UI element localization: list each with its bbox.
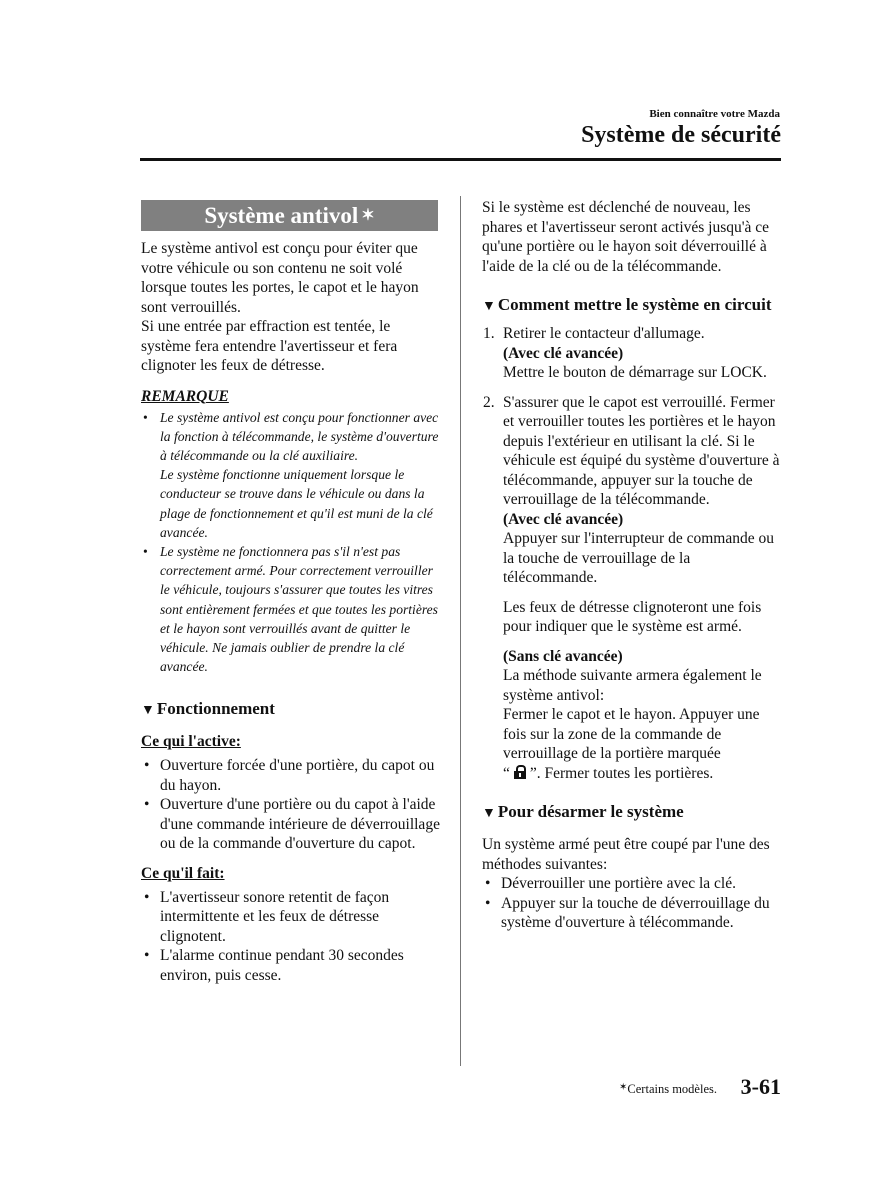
arm-steps [482,324,782,783]
list-item [141,888,441,947]
header-rule [140,158,781,161]
list-item [141,756,441,795]
note-text-2: Le système fonctionne uniquement lorsque le conducteur se trouve dans le véhicule ou dans la plage de fonctionnement et qu'il est muni de la clé avancée. [160,467,433,540]
chapter-title: Bien connaître votre Mazda [649,108,780,120]
bullet-icon: • [143,409,148,425]
section-title: Système de sécurité [581,122,781,148]
list-item-text: Ouverture forcée d'une portière, du capot ou du hayon. [160,757,435,794]
page-number: 3-61 [740,1074,781,1099]
step-item [482,393,782,784]
activates-heading: Ce qui l'active: [141,733,241,751]
step-number: 1. [483,325,495,342]
arm-heading [482,294,782,318]
list-item-text: Déverrouiller une portière avec la clé. [501,875,736,892]
list-item-text: L'avertisseur sonore retentit de façon intermittente et les feux de détresse clignotent. [160,888,390,945]
retrigger-paragraph: Si le système est déclenché de nouveau, les phares et l'avertisseur seront activés jusqu'à ce qu'une portière ou le hayon soit déverrouillé à l'aide de la clé ou de la télécommande. [482,199,770,275]
bullet-icon: • [144,757,150,775]
step-subtext: Mettre le bouton de démarrage sur LOCK. [503,364,767,381]
note-text: Le système ne fonctionnera pas s'il n'est pas correctement armé. Pour correctement verrouiller le véhicule, toujours s'assurer que toutes les vitres sont entièrement fermées et que toutes les portières et le hayon sont verrouillés avant de quitter le véhicule. Ne jamais oublier de prendre la clé avancée. [160,543,438,675]
antitheft-title-box [141,200,438,231]
footer-note-text: Certains modèles. [627,1082,717,1096]
step-subtext-2b [503,705,782,783]
step-subheading-2: (Sans clé avancée) [503,647,623,665]
list-item-text: L'alarme continue pendant 30 secondes environ, puis cesse. [160,947,404,984]
note-heading: REMARQUE [141,387,229,405]
step-subtext: Appuyer sur l'interrupteur de commande ou la touche de verrouillage de la télécommande. [503,530,774,586]
does-heading: Ce qu'il fait: [141,864,225,882]
step-subtext-2b-text: Fermer le capot et le hayon. Appuyer une fois sur la zone de la commande de verrouillage de la portière marquée [503,706,760,762]
step-subtext-2a: La méthode suivante armera également le système antivol: [503,667,762,704]
triangle-icon: ▼ [141,703,155,719]
bullet-icon: • [144,796,150,814]
disarm-heading-text: Pour désarmer le système [497,802,684,821]
list-item-text: Ouverture d'une portière ou du capot à l'aide d'une commande intérieure de déverrouillage ou de la commande d'ouverture du capot. [160,796,440,853]
intro-paragraph-1: Le système antivol est conçu pour éviter que votre véhicule ou son contenu ne soit volé lorsque toutes les portes, le capot et le hayon sont verrouillés. [141,240,419,316]
triangle-icon: ▼ [482,299,496,314]
step-item [482,324,782,383]
note-list [141,408,441,677]
arm-heading-text: Comment mettre le système en circuit [497,295,772,314]
list-item [482,894,782,933]
operation-heading-text: Fonctionnement [156,699,275,719]
activates-list [141,756,441,854]
step-number: 2. [483,393,495,411]
column-divider [460,196,461,1066]
asterisk-mark: ✶ [361,207,375,224]
step-text: S'assurer que le capot est verrouillé. Fermer et verrouiller toutes les portières et le hayon depuis l'extérieur en utilisant la clé. Si le véhicule est équipé du système d'ouverture à télécommande, appuyer sur la touche de verrouillage de la télécommande. [503,393,780,508]
step-text: Retirer le contacteur d'allumage. [503,325,705,342]
quote-close: ”. Fermer toutes les portières. [529,764,714,782]
footer-note [560,1082,717,1097]
list-item-text: Appuyer sur la touche de déverrouillage du système d'ouverture à télécommande. [501,894,770,931]
bullet-icon: • [144,947,150,965]
bullet-icon: • [485,894,491,912]
left-column [141,200,441,985]
list-item [141,946,441,985]
disarm-list [482,874,782,933]
note-item [141,408,441,542]
list-item [482,874,782,894]
operation-heading [141,698,441,722]
triangle-icon: ▼ [482,806,496,821]
disarm-intro: Un système armé peut être coupé par l'une des méthodes suivantes: [482,836,770,873]
bullet-icon: • [144,888,150,906]
antitheft-title: Système antivol [204,203,359,228]
asterisk-mark: ✶ [619,1082,628,1093]
note-item [141,542,441,676]
list-item [141,795,441,854]
lock-icon [514,765,526,779]
quote-open: “ [503,764,510,782]
right-column [482,198,782,933]
step-subheading: (Avec clé avancée) [503,510,624,528]
bullet-icon: • [485,875,491,892]
disarm-heading [482,801,782,825]
hazard-paragraph: Les feux de détresse clignoteront une fois pour indiquer que le système est armé. [503,598,762,635]
intro-paragraph-2: Si une entrée par effraction est tentée, le système fera entendre l'avertisseur et fera clignoter les feux de détresse. [141,318,398,374]
bullet-icon: • [143,543,148,559]
does-list [141,888,441,986]
step-subheading: (Avec clé avancée) [503,344,624,362]
note-text: Le système antivol est conçu pour fonctionner avec la fonction à télécommande, le système d'ouverture à télécommande ou la clé auxiliaire. [160,409,439,463]
